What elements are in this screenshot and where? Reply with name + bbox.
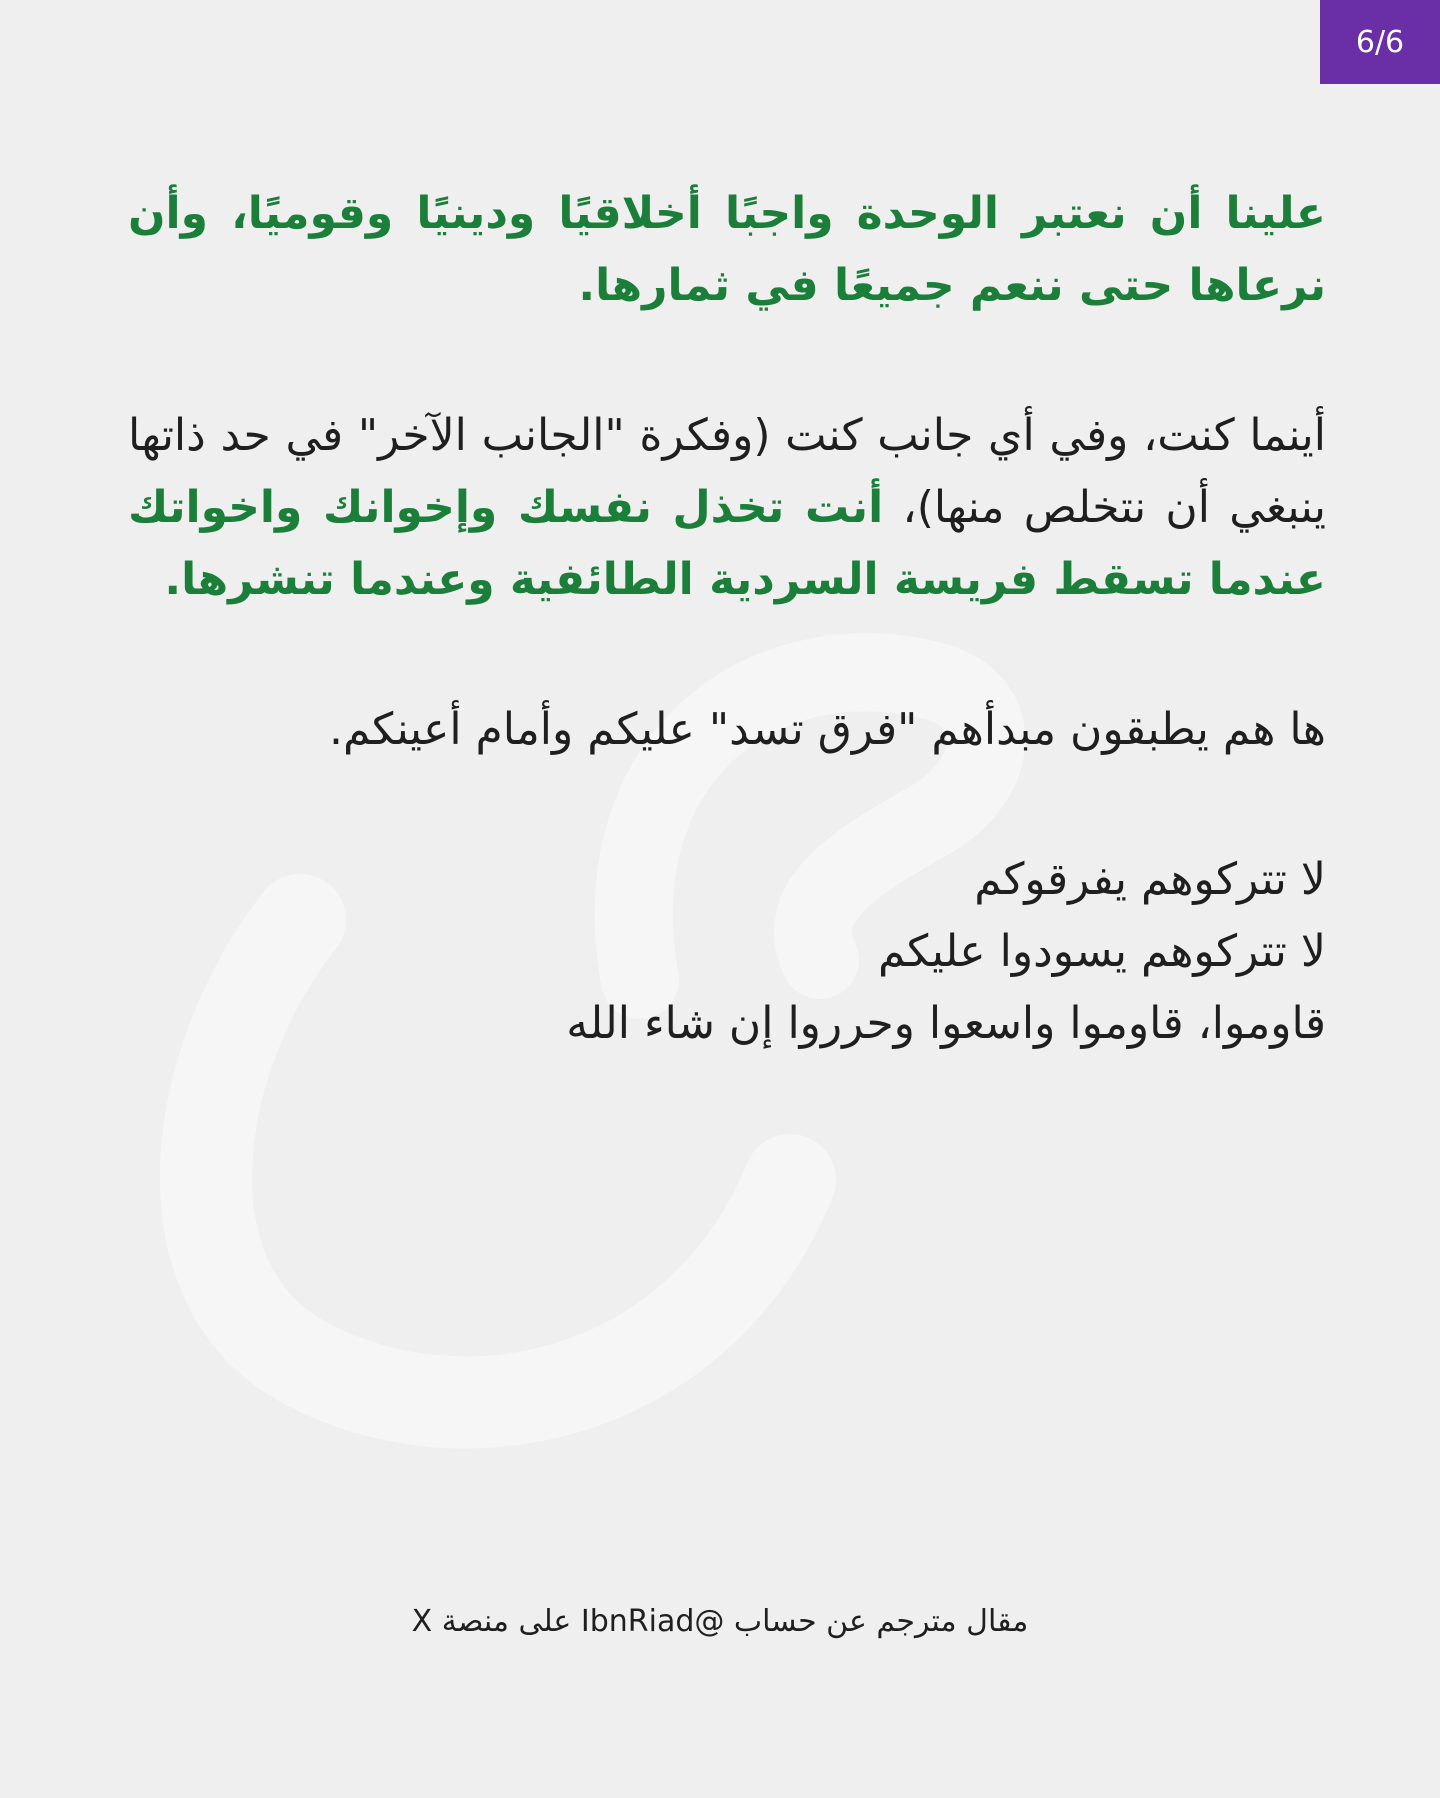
paragraph-divide-rule: ها هم يطبقون مبدأهم "فرق تسد" عليكم وأمام أعينكم. bbox=[328, 704, 1326, 755]
closing-line-2: لا تتركوهم يسودوا عليكم bbox=[878, 926, 1326, 977]
paragraph-unity-duty: علينا أن نعتبر الوحدة واجبًا أخلاقيًا ودينيًا وقوميًا، وأن نرعاها حتى ننعم جميعًا في ثمارها. bbox=[128, 188, 1326, 311]
article-body bbox=[128, 178, 1326, 1060]
closing-lines bbox=[128, 844, 1326, 1060]
paragraph-sectarian-highlight: أنت تخذل نفسك وإخوانك واخواتك عندما تسقط فريسة السردية الطائفية وعندما تنشرها. bbox=[128, 482, 1326, 605]
paragraph-sectarian-text: أينما كنت، وفي أي جانب كنت (وفكرة "الجانب الآخر" في حد ذاتها ينبغي أن نتخلص منها)، bbox=[128, 410, 1326, 533]
closing-line-1: لا تتركوهم يفرقوكم bbox=[974, 854, 1326, 905]
closing-line-3: قاوموا، قاوموا واسعوا وحرروا إن شاء الله bbox=[566, 998, 1326, 1049]
page-indicator-badge bbox=[1320, 0, 1440, 84]
paragraph-sectarian-narrative bbox=[128, 400, 1326, 616]
page-indicator-text: 6/6 bbox=[1355, 24, 1405, 60]
translation-credit-footer: مقال مترجم عن حساب @IbnRiad على منصة X bbox=[411, 1604, 1029, 1639]
